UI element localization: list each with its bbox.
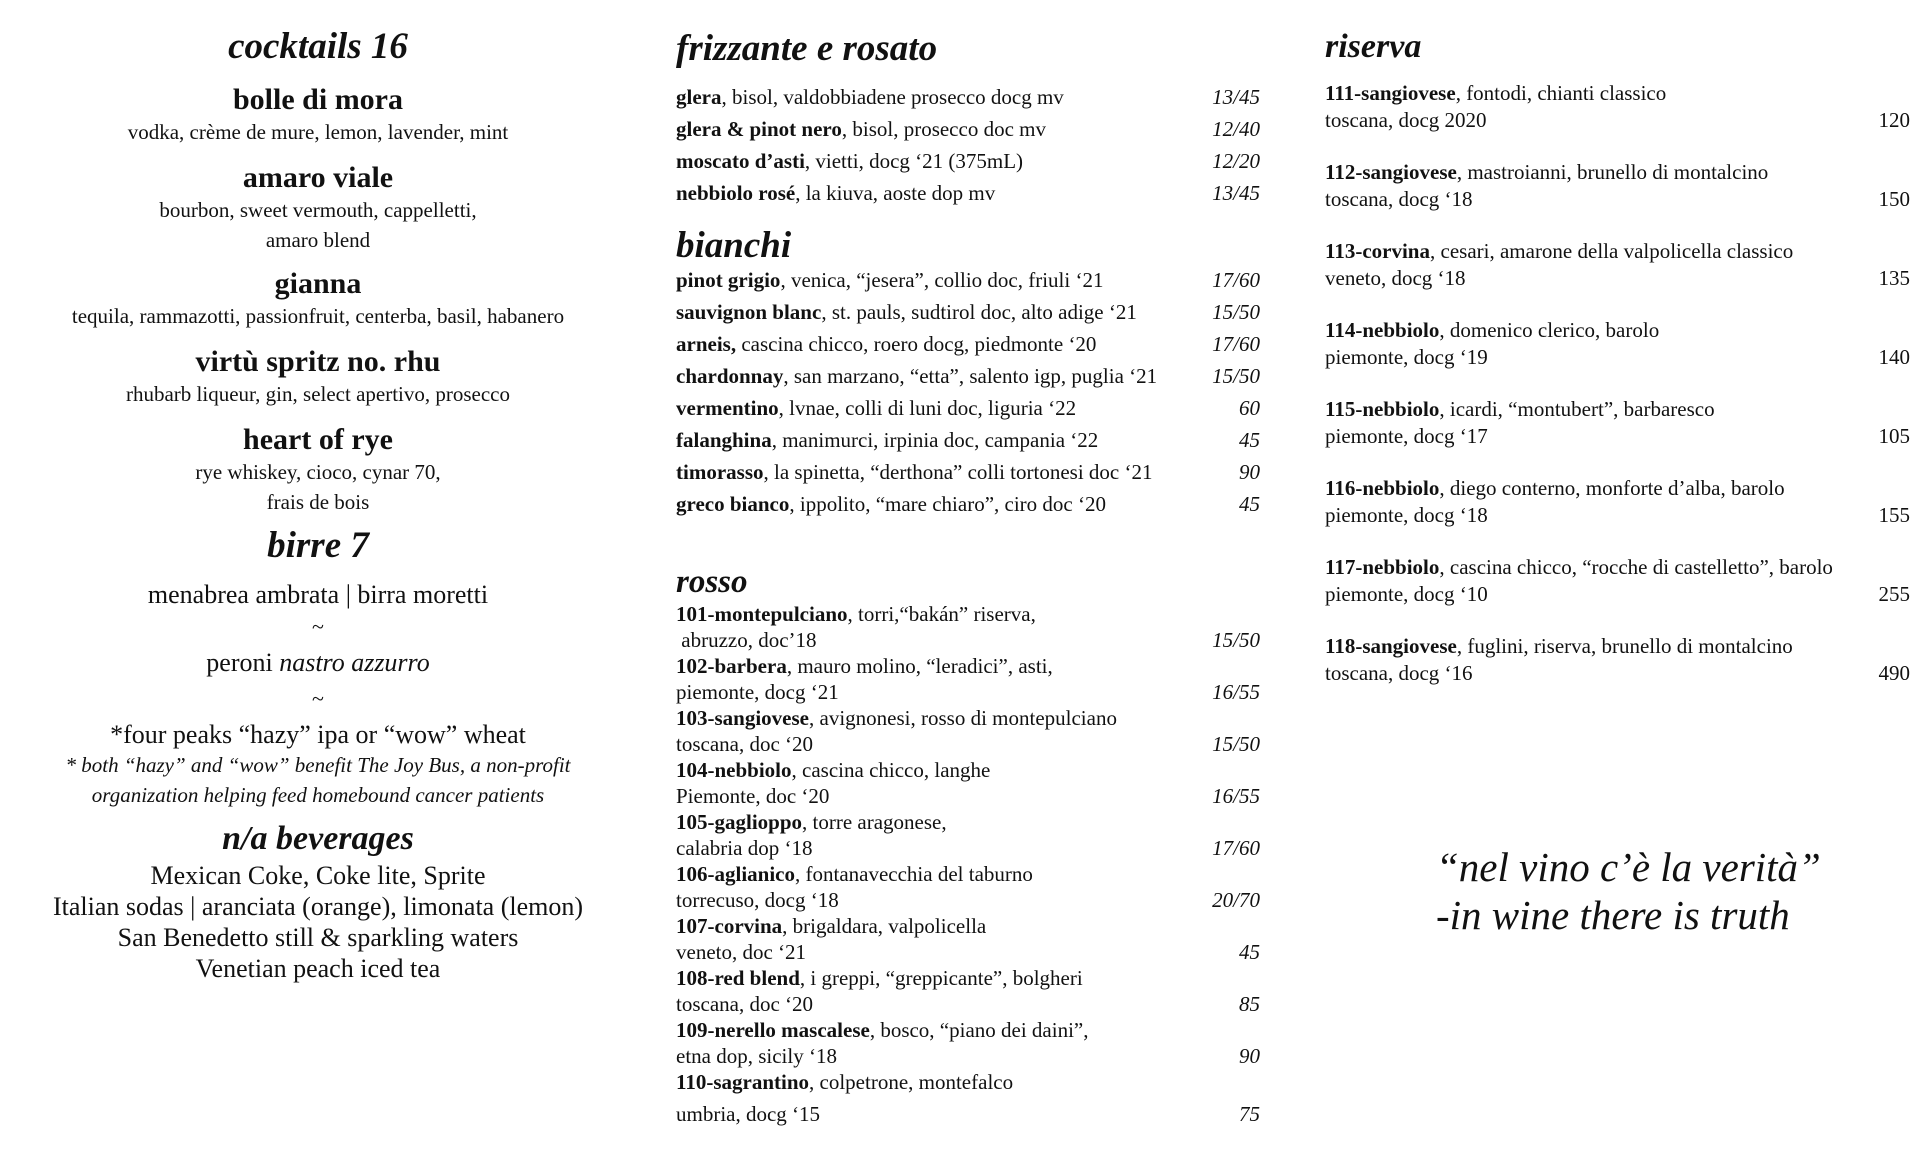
- cocktail-name: virtù spritz no. rhu: [195, 345, 441, 378]
- riserva-list: [1325, 80, 1910, 687]
- cocktail-desc: tequila, rammazotti, passionfruit, centerba, basil, habanero: [71, 304, 565, 328]
- price: 135: [1878, 266, 1910, 290]
- cocktail-desc: rye whiskey, cioco, cynar 70,: [195, 460, 441, 484]
- cocktail-item: [40, 267, 596, 331]
- frizzante-list: [676, 81, 1260, 209]
- na-line: Italian sodas | aranciata (orange), limonata (lemon): [52, 892, 584, 921]
- price: 85: [1239, 992, 1260, 1016]
- price: 12/40: [1212, 117, 1260, 141]
- wine-row: 111-sangiovese, fontodi, chianti classico toscana, docg 2020 120: [1325, 81, 1910, 132]
- wine-row: timorasso, la spinetta, “derthona” colli tortonesi doc ‘21 90: [676, 456, 1260, 488]
- wine-column: [676, 0, 1260, 1127]
- wine-row: sauvignon blanc, st. pauls, sudtirol doc, alto adige ‘21 15/50: [676, 296, 1260, 328]
- riserva-title: riserva: [1325, 28, 1422, 65]
- wine-row: 109-nerello mascalese, bosco, “piano dei daini”, etna dop, sicily ‘18 90: [676, 1018, 1260, 1068]
- frizzante-title: frizzante e rosato: [676, 28, 938, 69]
- wine-row: pinot grigio, venica, “jesera”, collio doc, friuli ‘21 17/60: [676, 264, 1260, 296]
- price: 13/45: [1212, 85, 1260, 109]
- price: 45: [1239, 492, 1260, 516]
- na-line: Mexican Coke, Coke lite, Sprite: [150, 861, 486, 890]
- price: 20/70: [1212, 888, 1260, 912]
- wine-row: greco bianco, ippolito, “mare chiaro”, ciro doc ‘20 45: [676, 488, 1260, 520]
- birre-title: birre 7: [267, 525, 369, 566]
- cocktail-name: bolle di mora: [233, 83, 403, 116]
- price: 255: [1878, 582, 1910, 606]
- beer-line: menabrea ambrata | birra moretti: [147, 580, 489, 609]
- price: 75: [1239, 1102, 1260, 1126]
- beer-italic: nastro azzurro: [279, 648, 430, 677]
- wine-row: 117-nebbiolo, cascina chicco, “rocche di castelletto”, barolo piemonte, docg ‘10 255: [1325, 555, 1910, 606]
- price: 15/50: [1212, 628, 1260, 652]
- wine-row: 105-gaglioppo, torre aragonese, calabria dop ‘18 17/60: [676, 810, 1260, 860]
- price: 60: [1239, 396, 1260, 420]
- na-line: San Benedetto still & sparkling waters: [117, 923, 519, 952]
- cocktail-desc: rhubarb liqueur, gin, select apertivo, prosecco: [125, 382, 511, 406]
- footnote: organization helping feed homebound cancer patients: [91, 783, 545, 807]
- price: 155: [1878, 503, 1910, 527]
- price: 16/55: [1212, 784, 1260, 808]
- cocktail-name: gianna: [274, 267, 362, 300]
- cocktail-name: amaro viale: [242, 161, 394, 194]
- price: 15/50: [1212, 732, 1260, 756]
- wine-quote: [1436, 843, 1821, 939]
- cocktails-title: cocktails 16: [228, 26, 408, 67]
- wine-row: 115-nebbiolo, icardi, “montubert”, barbaresco piemonte, docg ‘17 105: [1325, 397, 1910, 448]
- riserva-column: [1325, 0, 1910, 712]
- wine-row: arneis, cascina chicco, roero docg, piedmonte ‘20 17/60: [676, 328, 1260, 360]
- wine-row: 103-sangiovese, avignonesi, rosso di montepulciano toscana, doc ‘20 15/50: [676, 706, 1260, 756]
- wine-row: 114-nebbiolo, domenico clerico, barolo piemonte, docg ‘19 140: [1325, 318, 1910, 369]
- cocktail-desc: frais de bois: [266, 490, 370, 514]
- price: 150: [1878, 187, 1910, 211]
- price: 17/60: [1212, 332, 1260, 356]
- rosso-title: rosso: [676, 564, 748, 600]
- cocktail-desc: bourbon, sweet vermouth, cappelletti,: [159, 198, 477, 222]
- bianchi-list: [676, 264, 1260, 520]
- price: 45: [1239, 428, 1260, 452]
- price: 490: [1878, 661, 1910, 685]
- wine-row: 106-aglianico, fontanavecchia del taburno torrecuso, docg ‘18 20/70: [676, 862, 1260, 912]
- cocktail-item: [40, 83, 596, 147]
- price: 140: [1878, 345, 1910, 369]
- cocktail-desc: vodka, crème de mure, lemon, lavender, mint: [127, 120, 509, 144]
- wine-row: 112-sangiovese, mastroianni, brunello di montalcino toscana, docg ‘18 150: [1325, 160, 1910, 211]
- wine-row: 110-sagrantino, colpetrone, montefalco umbria, docg ‘15 75: [676, 1070, 1260, 1126]
- price: 16/55: [1212, 680, 1260, 704]
- price: 13/45: [1212, 181, 1260, 205]
- wine-row: moscato d’asti, vietti, docg ‘21 (375mL) 12/20: [676, 145, 1260, 177]
- price: 15/50: [1212, 300, 1260, 324]
- na-title: n/a beverages: [222, 820, 414, 857]
- rosso-list: [676, 601, 1260, 1127]
- cocktail-desc: amaro blend: [265, 228, 371, 252]
- wine-row: glera, bisol, valdobbiadene prosecco docg mv 13/45: [676, 81, 1260, 113]
- price: 17/60: [1212, 836, 1260, 860]
- wine-row: 118-sangiovese, fuglini, riserva, brunello di montalcino toscana, docg ‘16 490: [1325, 634, 1910, 685]
- bianchi-title: bianchi: [676, 225, 792, 266]
- quote-line: “nel vino c’è la verità”: [1436, 844, 1821, 890]
- beer-line: *four peaks “hazy” ipa or “wow” wheat: [110, 720, 526, 749]
- tilde-divider: ~: [312, 686, 324, 711]
- cocktail-item: [40, 161, 596, 255]
- wine-row: glera & pinot nero, bisol, prosecco doc mv 12/40: [676, 113, 1260, 145]
- na-line: Venetian peach iced tea: [195, 954, 441, 983]
- wine-row: 102-barbera, mauro molino, “leradici”, asti, piemonte, docg ‘21 16/55: [676, 654, 1260, 704]
- beer-text: peroni: [206, 648, 280, 677]
- cocktail-item: [40, 345, 596, 409]
- wine-row: 101-montepulciano, torri,“bakán” riserva, abruzzo, doc’18 15/50: [676, 602, 1260, 652]
- price: 15/50: [1212, 364, 1260, 388]
- wine-row: 113-corvina, cesari, amarone della valpolicella classico veneto, docg ‘18 135: [1325, 239, 1910, 290]
- tilde-divider: ~: [312, 614, 324, 639]
- cocktail-name: heart of rye: [243, 423, 393, 456]
- price: 45: [1239, 940, 1260, 964]
- wine-row: nebbiolo rosé, la kiuva, aoste dop mv 13/45: [676, 177, 1260, 209]
- wine-row: 116-nebbiolo, diego conterno, monforte d’alba, barolo piemonte, docg ‘18 155: [1325, 476, 1910, 527]
- wine-row: 107-corvina, brigaldara, valpolicella veneto, doc ‘21 45: [676, 914, 1260, 964]
- price: 90: [1239, 460, 1260, 484]
- price: 105: [1878, 424, 1910, 448]
- cocktails-column: [40, 0, 596, 984]
- quote-line: -in wine there is truth: [1436, 892, 1790, 938]
- wine-row: vermentino, lvnae, colli di luni doc, liguria ‘22 60: [676, 392, 1260, 424]
- price: 12/20: [1212, 149, 1260, 173]
- wine-row: 104-nebbiolo, cascina chicco, langhe Piemonte, doc ‘20 16/55: [676, 758, 1260, 808]
- price: 90: [1239, 1044, 1260, 1068]
- wine-row: falanghina, manimurci, irpinia doc, campania ‘22 45: [676, 424, 1260, 456]
- beer-line: [40, 648, 596, 678]
- price: 120: [1878, 108, 1910, 132]
- wine-row: 108-red blend, i greppi, “greppicante”, bolgheri toscana, doc ‘20 85: [676, 966, 1260, 1016]
- price: 17/60: [1212, 268, 1260, 292]
- cocktail-item: [40, 423, 596, 517]
- footnote: * both “hazy” and “wow” benefit The Joy Bus, a non-profit: [65, 753, 571, 777]
- wine-row: chardonnay, san marzano, “etta”, salento igp, puglia ‘21 15/50: [676, 360, 1260, 392]
